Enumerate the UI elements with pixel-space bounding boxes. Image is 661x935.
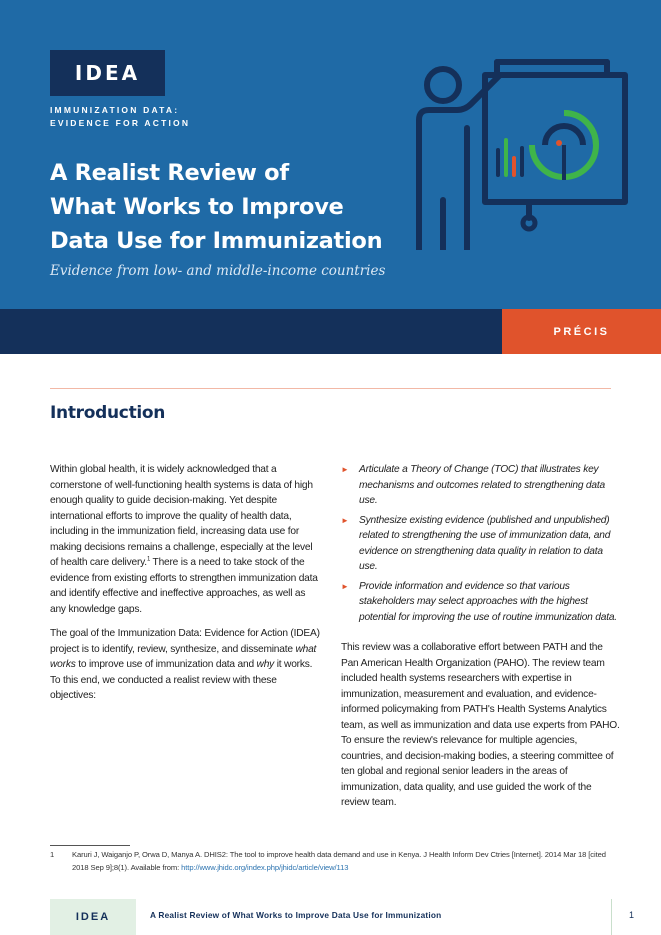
section-divider bbox=[50, 388, 611, 389]
list-item bbox=[341, 462, 621, 509]
logo-subtitle-line2: EVIDENCE FOR ACTION bbox=[50, 118, 191, 128]
intro-text: Within global health, it is widely acknowledged that a cornerstone of well-functioning health systems is data of high enough quality to guide decision-making. Yet despite international efforts to improve the quality of health data, including in the immunization field, increasing data use for making decisions remains a challenge, especially at the level of health care delivery. bbox=[50, 464, 313, 568]
intro-paragraph bbox=[50, 462, 320, 617]
presenter-with-chart-icon bbox=[405, 40, 635, 250]
footnote-ref: 1 bbox=[146, 556, 151, 563]
objective-text: Provide information and evidence so that various stakeholders may select approaches with the highest potential for improving the use of routine immunization data. bbox=[359, 580, 617, 623]
collaboration-paragraph: This review was a collaborative effort between PATH and the Pan American Health Organization (PAHO). The review team included health systems researchers with expertise in immunization, measurement and evaluation, and evidence-informed policymaking from PATH's Health Systems Analytics team, as well as immunization and data use experts from PAHO. To ensure the review's relevance for multiple agencies, countries, and decision-making bodies, a steering committee of ten global and regional senior leaders in the areas of immunization, data quality, and use guided the work of the review team. bbox=[341, 642, 620, 808]
objective-text: Articulate a Theory of Change (TOC) that illustrates key mechanisms and outcomes related to strengthening data use. bbox=[359, 464, 605, 506]
goal-paragraph bbox=[50, 626, 320, 704]
objective-text: Synthesize existing evidence (published and unpublished) related to strengthening the use of immunization data, and evidence on strengthening data quality in relation to data use. bbox=[359, 514, 611, 572]
list-item bbox=[341, 579, 621, 626]
goal-text-a: The goal of the Immunization Data: Evidence for Action (IDEA) project is to identify, review, synthesize, and disseminate bbox=[50, 628, 320, 655]
arrow-bullet-icon: ► bbox=[341, 465, 349, 474]
goal-emphasis-what-works: what works bbox=[50, 643, 317, 670]
goal-emphasis-why: why bbox=[256, 659, 275, 670]
logo-subtitle bbox=[50, 104, 190, 130]
document-subtitle: Evidence from low- and middle-income countries bbox=[50, 263, 386, 279]
footnote bbox=[50, 848, 610, 874]
objectives-list bbox=[341, 462, 621, 625]
precis-tag: PRÉCIS bbox=[502, 309, 661, 354]
goal-text-c: it works. To this end, we conducted a realist review with these objectives: bbox=[50, 659, 313, 701]
section-title: Introduction bbox=[50, 403, 166, 423]
hero-banner bbox=[0, 0, 661, 309]
right-column bbox=[341, 462, 621, 811]
intro-text-tail: There is a need to take stock of the evidence from existing efforts to strengthen immunization data and identify effective and ineffective approaches, as well as any knowledge gaps. bbox=[50, 557, 318, 615]
footer-logo: IDEA bbox=[50, 899, 136, 935]
footer-title: A Realist Review of What Works to Improve Data Use for Immunization bbox=[150, 910, 442, 920]
footnote-body bbox=[72, 848, 610, 874]
footnote-link[interactable]: http://www.jhidc.org/index.php/jhidc/article/view/113 bbox=[181, 863, 349, 872]
title-line1: A Realist Review of bbox=[50, 160, 289, 186]
footnote-text: Karuri J, Waiganjo P, Orwa D, Manya A. DHIS2: The tool to improve health data demand and use in Kenya. J Health Inform Dev Ctries [Internet]. 2014 Mar 18 [cited 2018 Sep 9];8(1). Available from: bbox=[72, 850, 606, 872]
footer-divider bbox=[611, 899, 612, 935]
arrow-bullet-icon: ► bbox=[341, 515, 349, 525]
idea-logo: IDEA bbox=[50, 50, 165, 96]
page-number: 1 bbox=[629, 910, 635, 920]
footnote-number: 1 bbox=[50, 850, 55, 859]
list-item bbox=[341, 513, 621, 575]
left-column bbox=[50, 462, 320, 713]
goal-text-b: to improve use of immunization data and bbox=[75, 659, 257, 670]
footnote-divider bbox=[50, 845, 130, 846]
document-title bbox=[50, 156, 410, 258]
title-line2: What Works to Improve bbox=[50, 194, 344, 220]
logo-subtitle-line1: IMMUNIZATION DATA: bbox=[50, 105, 180, 115]
arrow-bullet-icon: ► bbox=[341, 581, 349, 591]
title-line3: Data Use for Immunization bbox=[50, 228, 383, 254]
